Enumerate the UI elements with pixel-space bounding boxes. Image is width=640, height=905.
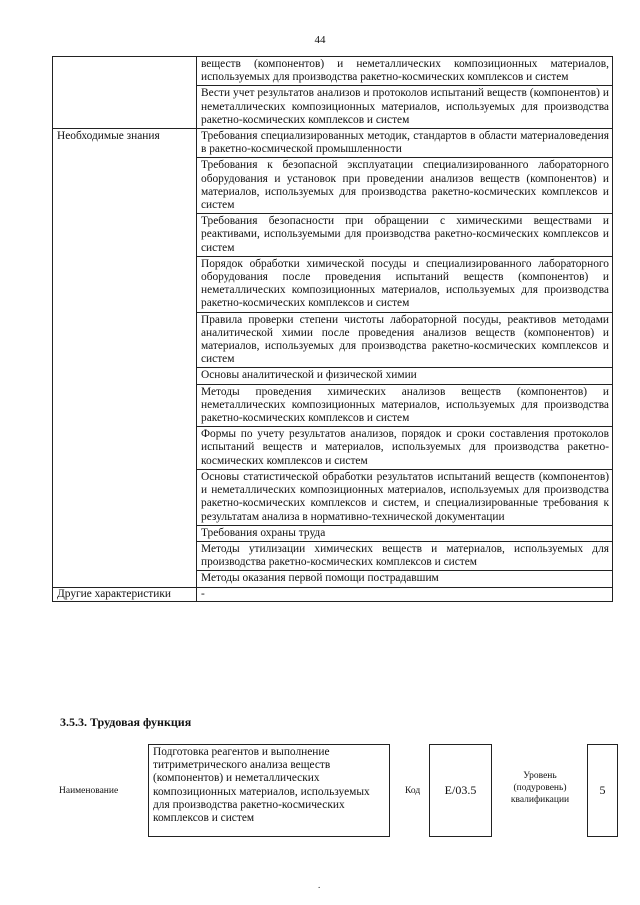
row-label: Необходимые знания xyxy=(53,129,197,588)
row-item: Порядок обработки химической посуды и специализированного лабораторного оборудования после проведения испытаний веществ (компонентов) и неметаллических композиционных материалов, используемых для производства ракетно-космических комплексов и систем xyxy=(197,256,613,312)
row-item: Методы оказания первой помощи пострадавшим xyxy=(197,571,613,587)
knowledge-table xyxy=(52,56,613,602)
row-item: Требования специализированных методик, стандартов в области материаловедения в ракетно-космической промышленности xyxy=(197,129,613,158)
row-label: Другие характеристики xyxy=(53,587,197,601)
row-item: Правила проверки степени чистоты лабораторной посуды, реактивов методами аналитической химии после проведения анализов веществ (компонентов) и материалов, используемых для производства ракетно-космических комплексов и систем xyxy=(197,312,613,368)
code-value: E/03.5 xyxy=(429,744,492,837)
row-item: Требования охраны труда xyxy=(197,525,613,541)
row-item: Вести учет результатов анализов и протоколов испытаний веществ (компонентов) и неметаллических композиционных материалов, используемых для производства ракетно-космических комплексов и систем xyxy=(197,86,613,129)
row-item: веществ (компонентов) и неметаллических композиционных материалов, используемых для производства ракетно-космических комплексов и систем xyxy=(197,57,613,86)
code-label: Код xyxy=(405,786,421,796)
level-value: 5 xyxy=(587,744,618,837)
table-row xyxy=(53,587,613,601)
row-item: Формы по учету результатов анализов, порядок и сроки составления протоколов испытаний веществ и материалов, используемых для производства ракетно-космических комплексов и систем xyxy=(197,427,613,470)
table-row xyxy=(53,129,613,158)
footer-mark: . xyxy=(318,880,321,890)
row-item: Методы утилизации химических веществ и материалов, используемых для производства ракетно-космических комплексов и систем xyxy=(197,541,613,570)
row-item: Основы статистической обработки результатов испытаний веществ (компонентов) и неметаллических композиционных материалов, используемых для производства ракетно-космических комплексов и систем, и специализированные требования к результатам анализа в нормативно-технической документации xyxy=(197,469,613,525)
name-value: Подготовка реагентов и выполнение титриметрического анализа веществ (компонентов) и неметаллических композиционных материалов, используемых для производства ракетно-космических комплексов и систем xyxy=(148,744,390,837)
row-item: Требования к безопасной эксплуатации специализированного лабораторного оборудования и установок при проведении анализов веществ (компонентов) и материалов, используемых для производства ракетно-космических комплексов и систем xyxy=(197,158,613,214)
row-item: Требования безопасности при обращении с химическими веществами и реактивами, используемыми для производства ракетно-космических комплексов и систем xyxy=(197,214,613,257)
row-item: Основы аналитической и физической химии xyxy=(197,368,613,384)
section-heading: 3.5.3. Трудовая функция xyxy=(60,715,192,729)
name-label: Наименование xyxy=(59,786,119,796)
row-item: Методы проведения химических анализов веществ (компонентов) и неметаллических композиционных материалов, используемых для производства ракетно-космических комплексов и систем xyxy=(197,384,613,427)
page-number: 44 xyxy=(314,34,326,46)
table-row xyxy=(53,57,613,86)
row-item: - xyxy=(197,587,613,601)
level-label: Уровень (подуровень) квалификации xyxy=(510,771,570,805)
row-label xyxy=(53,57,197,129)
